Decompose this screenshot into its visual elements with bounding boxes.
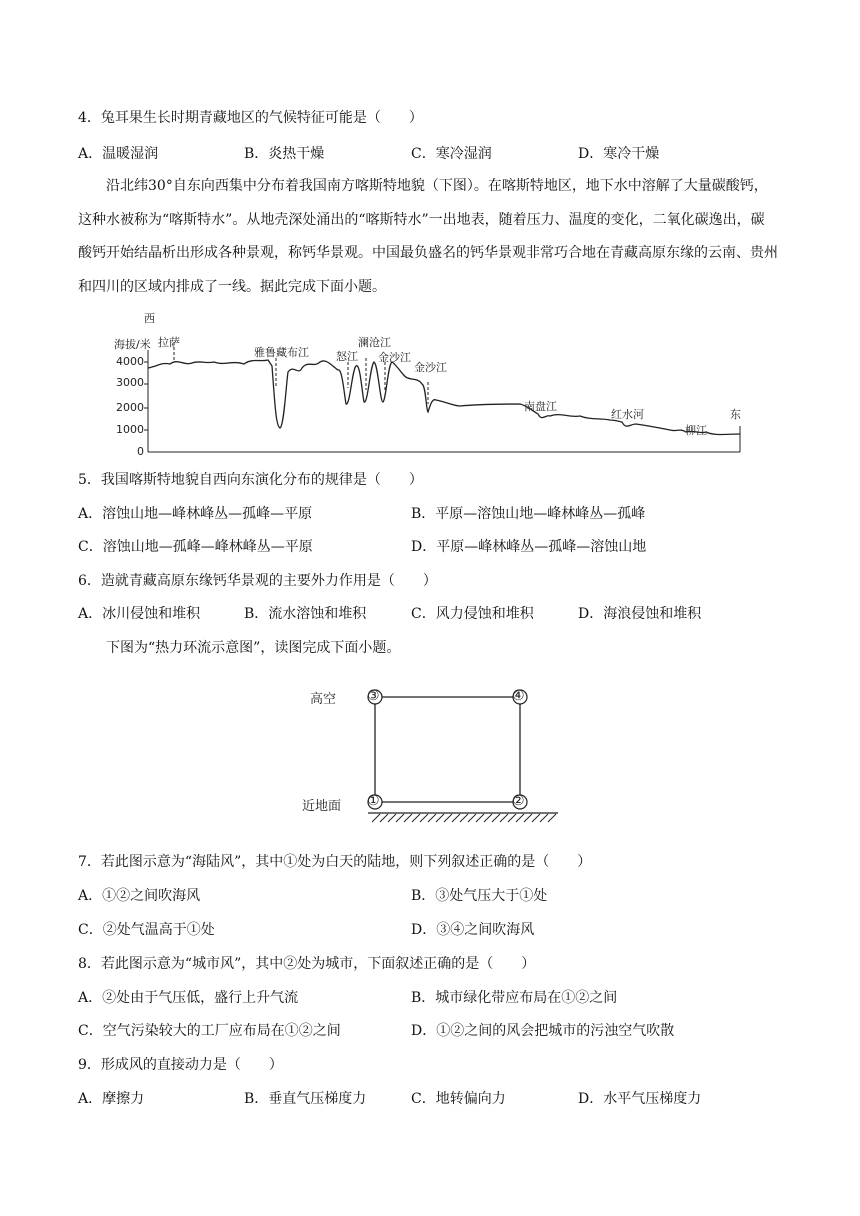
q8-option-a: A．②处由于气压低，盛行上升气流 — [78, 990, 299, 1006]
question-5-stem: 5．我国喀斯特地貌自西向东演化分布的规律是（ ） — [78, 472, 423, 488]
elevation-profile-figure — [110, 306, 760, 461]
q9-option-d: D．水平气压梯度力 — [578, 1091, 702, 1107]
point-1: ① — [367, 793, 380, 809]
circulation-intro: 下图为“热力环流示意图”，读图完成下面小题。 — [106, 640, 401, 656]
q5-option-c: C．溶蚀山地—孤峰—峰林峰丛—平原 — [78, 539, 313, 555]
place-lhasa: 拉萨 — [158, 336, 180, 349]
thermal-circulation-diagram — [300, 680, 570, 830]
y-tick-4000: 4000 — [116, 355, 144, 368]
place-jinsha-1: 金沙江 — [378, 351, 411, 364]
profile-west-label: 西 — [144, 312, 155, 325]
q7-option-d: D．③④之间吹海风 — [411, 922, 535, 938]
place-nujiang: 怒江 — [336, 350, 358, 363]
q9-option-b: B．垂直气压梯度力 — [244, 1091, 367, 1107]
point-3: ③ — [367, 688, 380, 704]
place-yarlung-tsangpo: 雅鲁藏布江 — [254, 346, 309, 359]
y-tick-3000: 3000 — [116, 376, 144, 389]
label-high-altitude: 高空 — [310, 692, 337, 707]
profile-east-label: 东 — [730, 408, 741, 421]
q8-option-d: D．①②之间的风会把城市的污浊空气吹散 — [411, 1023, 675, 1039]
question-4-stem: 4．兔耳果生长时期青藏地区的气候特征可能是（ ） — [78, 110, 423, 126]
q5-option-a: A．溶蚀山地—峰林峰丛—孤峰—平原 — [78, 506, 313, 522]
q8-option-b: B．城市绿化带应布局在①②之间 — [411, 990, 618, 1006]
label-near-ground: 近地面 — [302, 799, 342, 814]
y-tick-2000: 2000 — [116, 401, 144, 414]
place-jinsha-2: 金沙江 — [414, 361, 447, 374]
q4-option-a: A．温暖湿润 — [78, 146, 159, 162]
q7-option-c: C．②处气温高于①处 — [78, 922, 215, 938]
q9-option-c: C．地转偏向力 — [411, 1091, 506, 1107]
y-tick-1000: 1000 — [116, 423, 144, 436]
q6-option-a: A．冰川侵蚀和堆积 — [78, 606, 201, 622]
circulation-graphic — [300, 680, 570, 830]
q4-option-c: C．寒冷湿润 — [411, 146, 492, 162]
q7-option-a: A．①②之间吹海风 — [78, 888, 201, 904]
q4-option-b: B．炎热干燥 — [244, 146, 325, 162]
question-7-stem: 7．若此图示意为“海陆风”，其中①处为白天的陆地，则下列叙述正确的是（ ） — [78, 854, 592, 870]
question-9-stem: 9．形成风的直接动力是（ ） — [78, 1057, 283, 1073]
profile-y-axis-label: 海拔/米 — [114, 338, 151, 351]
karst-passage: 沿北纬30°自东向西集中分布着我国南方喀斯特地貌（下图）。在喀斯特地区，地下水中溶解了大量碳酸钙，这种水被称为“喀斯特水”。从地壳深处涌出的“喀斯特水”一出地表，随着压力、温度的变化，二氧化碳逸出，碳酸钙开始结晶析出形成各种景观，称钙华景观。中国最负盛名的钙华景观非常巧合地在青藏高原东缘的云南、贵州和四川的区域内排成了一线。据此完成下面小题。 — [78, 178, 778, 295]
profile-graphic — [110, 306, 760, 461]
q5-option-b: B．平原—溶蚀山地—峰林峰丛—孤峰 — [411, 506, 646, 522]
y-tick-0: 0 — [137, 445, 144, 458]
place-liujiang: 柳江 — [685, 424, 707, 437]
question-6-stem: 6．造就青藏高原东缘钙华景观的主要外力作用是（ ） — [78, 573, 437, 589]
q4-option-d: D．寒冷干燥 — [578, 146, 660, 162]
q9-option-a: A．摩擦力 — [78, 1091, 145, 1107]
place-nanpan: 南盘江 — [524, 400, 557, 413]
point-2: ② — [512, 793, 525, 809]
q8-option-c: C．空气污染较大的工厂应布局在①②之间 — [78, 1023, 341, 1039]
q7-option-b: B．③处气压大于①处 — [411, 888, 548, 904]
q6-option-b: B．流水溶蚀和堆积 — [244, 606, 367, 622]
place-hongshui: 红水河 — [611, 408, 644, 421]
place-lancang: 澜沧江 — [358, 336, 391, 349]
point-4: ④ — [512, 688, 525, 704]
q6-option-d: D．海浪侵蚀和堆积 — [578, 606, 702, 622]
q5-option-d: D．平原—峰林峰丛—孤峰—溶蚀山地 — [411, 539, 647, 555]
q6-option-c: C．风力侵蚀和堆积 — [411, 606, 534, 622]
question-8-stem: 8．若此图示意为“城市风”，其中②处为城市，下面叙述正确的是（ ） — [78, 956, 536, 972]
